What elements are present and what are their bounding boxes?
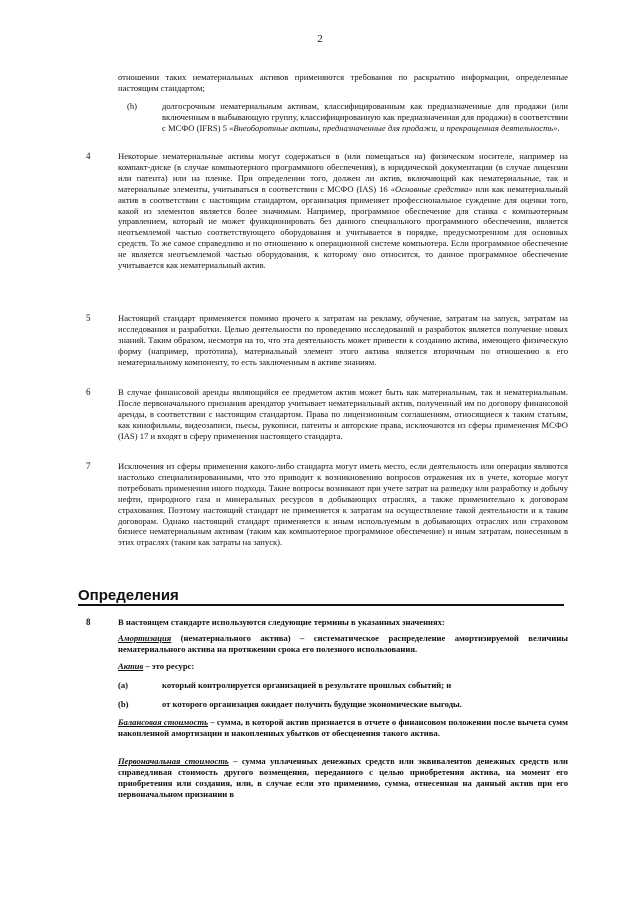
- definition-amortization-text: (нематериального актива) – систематическое распределение амортизируемой величины нематериального актива на протяжении срока его полезного использования.: [118, 633, 568, 654]
- paragraph-number-6: 6: [86, 387, 91, 397]
- paragraph-6: В случае финансовой аренды являющийся ее предметом актив может быть как материальным, так и нематериальным. После первоначального признания арендатор учитывает нематериальный актив, полученный им по договору финансовой аренды, в соответствии с настоящим стандартом. Права по лицензионным соглашениям, относящиеся к таким статьям, как кинофильмы, видеозаписи, пьесы, рукописи, патенты и авторские права, исключаются из сферы применения МСФО (IAS) 17 и входят в сферу применения настоящего стандарта.: [118, 387, 568, 441]
- definition-carrying-amount: [118, 717, 568, 739]
- term-cost: Первоначальная стоимость: [118, 756, 229, 766]
- item-h-marker: (h): [127, 101, 138, 111]
- paragraph-7: Исключения из сферы применения какого-либо стандарта могут иметь место, если деятельность или операции являются настолько специализированными, что это приводит к возникновению вопросов отражения их в учете, которые могут потребовать применения иного подхода. Такие вопросы возникают при учете затрат на разведку или разработку и добычу нефти, природного газа и минеральных ресурсов в добывающих отраслях, а также применительно к договорам страхования. Поэтому настоящий стандарт не применяется к затратам на осуществление такой деятельности и к таким договорам. Однако настоящий стандарт применяется к иным используемым в добывающих отраслях или страховом бизнесе нематериальным активам (таким как компьютерное программное обеспечение) и иным затратам, понесенным в этих отраслях (таким как затраты на запуск).: [118, 461, 568, 548]
- item-h-text: [162, 101, 568, 134]
- asset-item-b-text: от которого организация ожидает получить будущие экономические выгоды.: [162, 699, 462, 709]
- definitions-lead: В настоящем стандарте используются следующие термины в указанных значениях:: [118, 617, 445, 627]
- section-title: Определения: [78, 587, 179, 604]
- definition-asset-text: – это ресурс:: [143, 661, 195, 671]
- asset-item-b-marker: (b): [118, 699, 129, 709]
- intro-continuation: отношении таких нематериальных активов применяются требования по раскрытию информации, определенные настоящим стандартом;: [118, 72, 568, 93]
- paragraph-number-8: 8: [86, 617, 91, 627]
- paragraph-number-4: 4: [86, 151, 91, 161]
- definition-cost-text: – сумма уплаченных денежных средств или эквивалентов денежных средств или справедливая стоимость другого возмещения, переданного с целью приобретения актива, на момент его приобретения или создания, или, в случае если это применимо, сумма, отнесенная на данный актив при его первоначальном признании в: [118, 756, 569, 799]
- paragraph-4: [118, 151, 568, 271]
- definition-amortization: [118, 633, 568, 655]
- term-amortization: Амортизация: [118, 633, 172, 643]
- paragraph-4-text-a: Некоторые нематериальные активы могут содержаться в (или помещаться на) физическом носителе, например на компакт-диске (в случае компьютерного программного обеспечения), в юридической документации (в случае лицензии или патента) или на пленке. При определении того, должен ли актив, включающий как нематериальные, так и материальные элементы, учитываться в соответствии с МСФО (IAS) 16: [118, 151, 568, 194]
- paragraph-4-italic: «Основные средства»: [390, 183, 473, 194]
- item-h-text-italic: «Внеоборотные активы, предназначенные для продажи, и прекращенная деятельность».: [229, 122, 560, 133]
- definition-carrying-amount-text: – сумма, в которой актив признается в отчете о финансовом положении после вычета сумм накопленной амортизации и накопленных убытков от обесценения такого актива.: [118, 717, 568, 738]
- paragraph-4-text-b: или как нематериальный актив в соответствии с настоящим стандартом, организация применяет профессиональное суждение для оценки того, какой из элементов является более значимым. Например, программное обеспечение для станка с компьютерным управлением, который не может функционировать без данного специального программного обеспечения, является неотъемлемой частью соответствующего оборудования и учитывается в порядке, предусмотренном для основных средств. То же самое справедливо и по отношению к операционной системе компьютера. Если программное обеспечение не является неотъемлемой частью оборудования, к которому оно относится, то данное программное обеспечение учитывается как нематериальный актив.: [118, 183, 568, 271]
- paragraph-number-5: 5: [86, 313, 91, 323]
- asset-item-a-marker: (a): [118, 680, 129, 690]
- term-carrying-amount: Балансовая стоимость: [118, 717, 209, 727]
- asset-item-a-text: который контролируется организацией в результате прошлых событий; и: [162, 680, 452, 690]
- section-divider: [78, 604, 564, 606]
- page-number: 2: [317, 33, 323, 45]
- definition-cost: [118, 756, 568, 800]
- paragraph-number-7: 7: [86, 461, 91, 471]
- definition-asset: [118, 661, 568, 672]
- paragraph-5: Настоящий стандарт применяется помимо прочего к затратам на рекламу, обучение, затратам на запуск, затратам на исследования и разработки. Целью деятельности по проведению исследований и разработок является получение новых знаний. Таким образом, несмотря на то, что эта деятельность может привести к созданию актива, имеющего физическую форму (например, прототипа), материальный элемент этого актива является вторичным по отношению к его нематериальному компоненту, то есть заключенным в активе знаниям.: [118, 313, 568, 367]
- item-h-text-plain: долгосрочным нематериальным активам, классифицированным как предназначенные для продажи (или включенным в выбывающую группу, классифицированную как предназначенная для продажи) в соответствии с МСФО (IFRS) 5: [162, 101, 568, 133]
- term-asset: Актив: [118, 661, 144, 671]
